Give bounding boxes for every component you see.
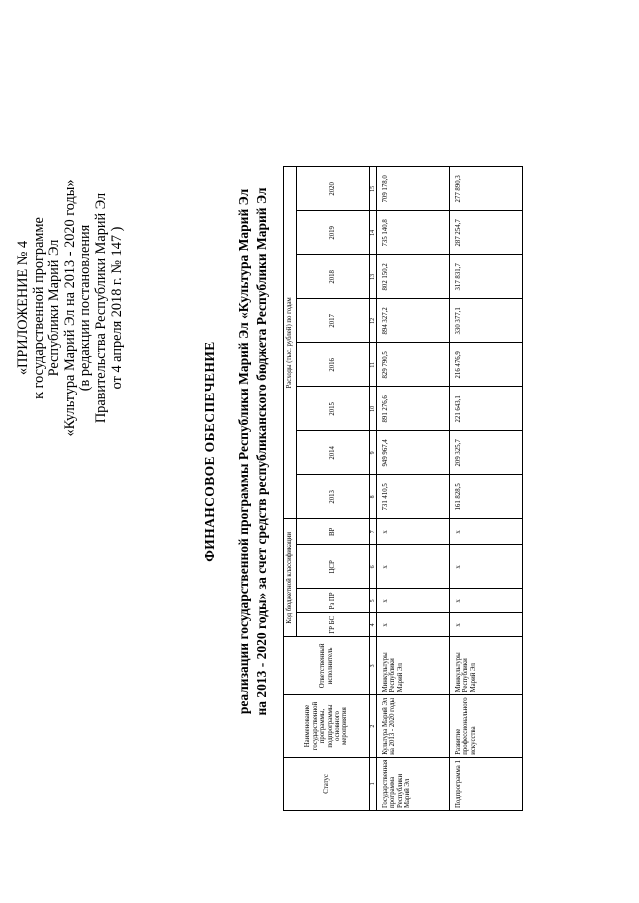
- appendix-note: [16, 118, 125, 498]
- header-year: 2016: [297, 343, 370, 387]
- header-executor: Ответственный исполнитель: [284, 637, 370, 695]
- table-row: [450, 167, 523, 811]
- header-year: 2015: [297, 387, 370, 431]
- column-number: 8: [370, 475, 377, 519]
- row-value: 277 890,3: [450, 167, 523, 211]
- header-year: 2018: [297, 255, 370, 299]
- header-expenses: Расходы (тыс. рублей) по годам: [284, 167, 297, 519]
- header-name: Наименование государственной программы, подпрограммы основного мероприятия: [284, 695, 370, 757]
- appendix-line: Правительства Республики Марий Эл: [92, 192, 109, 424]
- header-csr: ЦСР: [297, 545, 370, 589]
- column-number: 1: [370, 757, 377, 810]
- column-number: 6: [370, 545, 377, 589]
- row-vr: х: [377, 519, 450, 545]
- row-value: 802 150,2: [377, 255, 450, 299]
- column-number: 7: [370, 519, 377, 545]
- row-status: Подпрограмма 1: [450, 757, 523, 810]
- column-number: 13: [370, 255, 377, 299]
- row-csr: х: [450, 545, 523, 589]
- row-value: 829 790,5: [377, 343, 450, 387]
- header-year: 2013: [297, 475, 370, 519]
- table-row: [377, 167, 450, 811]
- column-number: 14: [370, 211, 377, 255]
- column-number: 5: [370, 589, 377, 613]
- appendix-line: к государственной программе: [30, 217, 47, 399]
- row-grbs: х: [377, 613, 450, 637]
- row-value: 221 643,1: [450, 387, 523, 431]
- subtitle-line: реализации государственной программы Республики Марий Эл «Культура Марий Эл: [236, 188, 251, 715]
- column-number: 15: [370, 167, 377, 211]
- row-value: 161 828,5: [450, 475, 523, 519]
- column-number-row: [370, 167, 377, 811]
- column-number: 4: [370, 613, 377, 637]
- appendix-line: от 4 апреля 2018 г. № 147 ): [108, 226, 125, 390]
- row-value: 330 377,1: [450, 299, 523, 343]
- header-year: 2019: [297, 211, 370, 255]
- row-rzpr: х: [450, 589, 523, 613]
- header-rzpr: Рз ПР: [297, 589, 370, 613]
- table-header-row: [284, 167, 297, 811]
- appendix-line: (в редакции постановления: [77, 224, 94, 392]
- header-grbs: ГР БС: [297, 613, 370, 637]
- appendix-line: Республики Марий Эл: [46, 239, 63, 377]
- header-year: 2014: [297, 431, 370, 475]
- row-executor: Минкультуры Республики Марий Эл: [377, 637, 450, 695]
- row-value: 735 140,8: [377, 211, 450, 255]
- subtitle-line: на 2013 - 2020 годы» за счет средств республиканского бюджета Республики Марий Эл: [253, 187, 269, 716]
- header-status: Статус: [284, 757, 370, 810]
- row-value: 287 254,7: [450, 211, 523, 255]
- row-name: Культура Марий Эл на 2013 - 2020 годы: [377, 695, 450, 757]
- appendix-line: «Культура Марий Эл на 2013 - 2020 годы»: [61, 179, 78, 437]
- header-year: 2017: [297, 299, 370, 343]
- row-value: 731 410,5: [377, 475, 450, 519]
- row-executor: Минкультуры Республики Марий Эл: [450, 637, 523, 695]
- document-subtitle: [235, 0, 270, 903]
- row-vr: х: [450, 519, 523, 545]
- financing-table: [283, 166, 523, 811]
- row-value: 209 325,7: [450, 431, 523, 475]
- row-status: Государственная программа Республики Марий Эл: [377, 757, 450, 810]
- appendix-line: «ПРИЛОЖЕНИЕ № 4: [15, 240, 31, 376]
- column-number: 12: [370, 299, 377, 343]
- row-value: 216 476,9: [450, 343, 523, 387]
- row-rzpr: х: [377, 589, 450, 613]
- column-number: 11: [370, 343, 377, 387]
- header-vr: ВР: [297, 519, 370, 545]
- row-grbs: х: [450, 613, 523, 637]
- row-value: 891 276,6: [377, 387, 450, 431]
- column-number: 2: [370, 695, 377, 757]
- row-value: 709 178,0: [377, 167, 450, 211]
- header-year: 2020: [297, 167, 370, 211]
- document-title: ФИНАНСОВОЕ ОБЕСПЕЧЕНИЕ: [202, 341, 217, 562]
- row-value: 949 967,4: [377, 431, 450, 475]
- column-number: 9: [370, 431, 377, 475]
- column-number: 3: [370, 637, 377, 695]
- row-value: 894 327,2: [377, 299, 450, 343]
- header-budget-classification: Код бюджетной классификации: [284, 519, 297, 637]
- column-number: 10: [370, 387, 377, 431]
- row-csr: х: [377, 545, 450, 589]
- row-value: 317 831,7: [450, 255, 523, 299]
- row-name: Развитие профессионального искусства: [450, 695, 523, 757]
